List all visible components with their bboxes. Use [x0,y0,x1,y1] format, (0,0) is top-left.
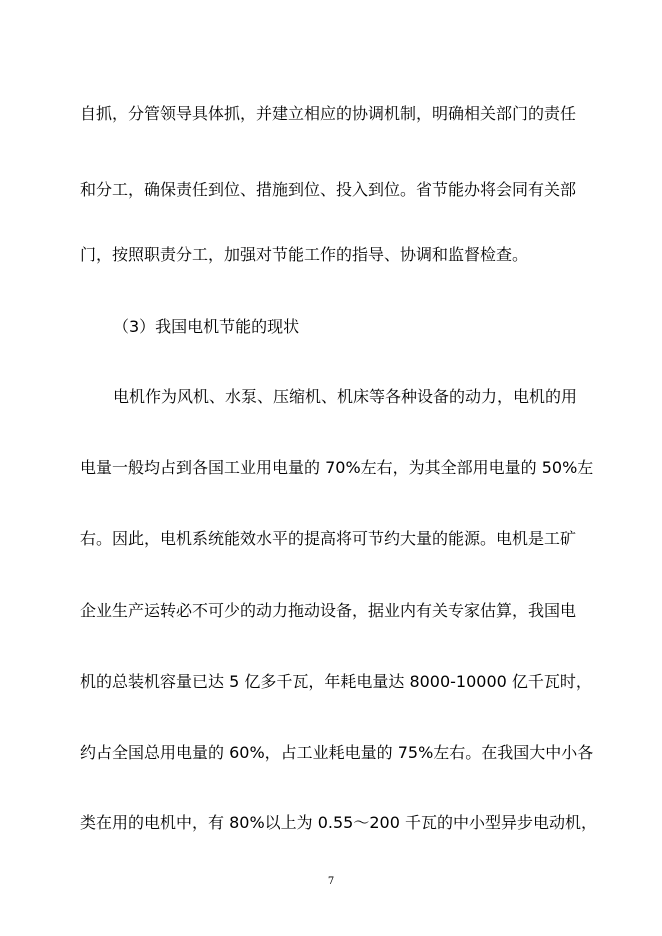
paragraph-line: 门，按照职责分工，加强对节能工作的指导、协调和监督检查。 [80,245,529,264]
paragraph-line: 类在用的电机中，有 80%以上为 0.55～200 千瓦的中小型异步电动机， [80,813,597,832]
paragraph-line: 电机作为风机、水泵、压缩机、机床等各种设备的动力，电机的用 [113,387,578,406]
paragraph-line: 右。因此，电机系统能效水平的提高将可节约大量的能源。电机是工矿 [80,529,577,548]
paragraph-line: 企业生产运转必不可少的动力拖动设备，据业内有关专家估算，我国电 [80,601,577,620]
section-heading: （3）我国电机节能的现状 [113,317,300,336]
paragraph-line: 和分工，确保责任到位、措施到位、投入到位。省节能办将会同有关部 [80,180,577,199]
paragraph-line: 机的总装机容量已达 5 亿多千瓦，年耗电量达 8000-10000 亿千瓦时， [80,672,592,691]
paragraph-line: 自抓，分管领导具体抓，并建立相应的协调机制，明确相关部门的责任 [80,104,577,123]
page-number: 7 [327,876,335,887]
paragraph-line: 电量一般均占到各国工业用电量的 70%左右，为其全部用电量的 50%左 [80,458,594,477]
paragraph-line: 约占全国总用电量的 60%，占工业耗电量的 75%左右。在我国大中小各 [80,743,594,762]
